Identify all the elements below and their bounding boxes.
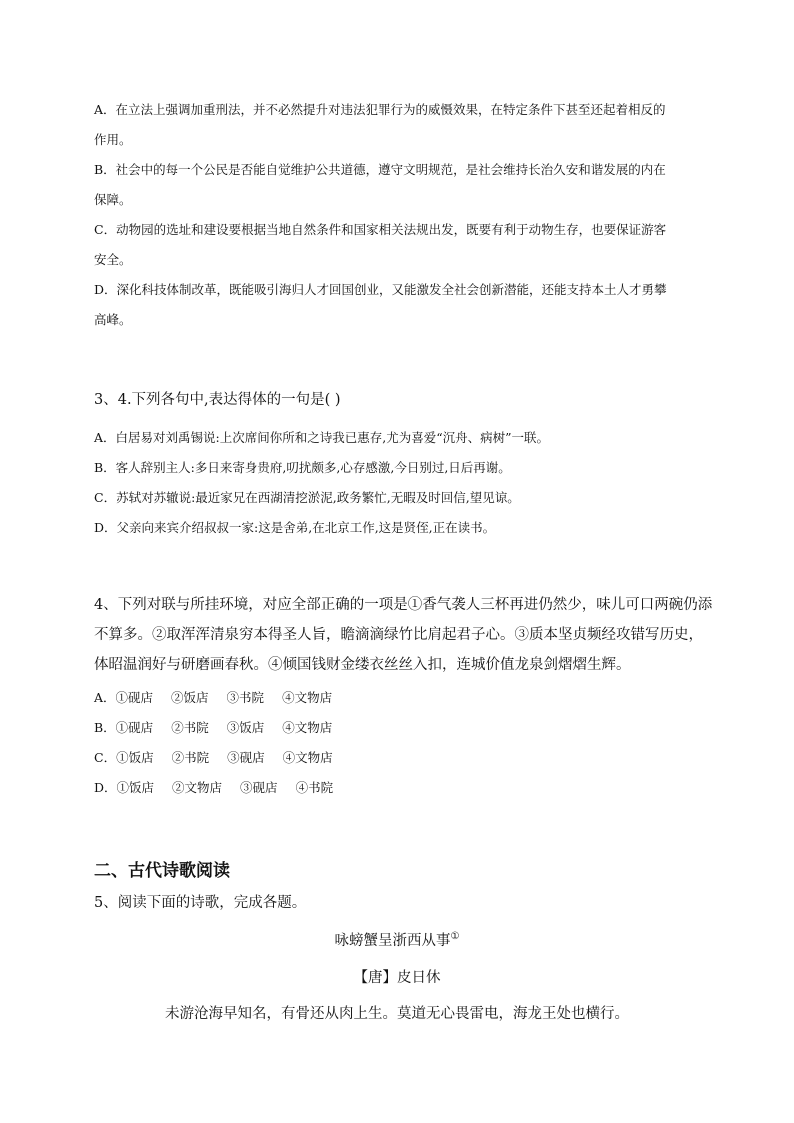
option-line: 作用。 <box>94 132 132 147</box>
option-part: ④文物店 <box>282 750 333 765</box>
option-line: 保障。 <box>94 192 132 207</box>
option-line: C．动物园的选址和建设要根据当地自然条件和国家相关法规出发，既要有利于动物生存，也要保证游客 <box>94 222 667 237</box>
option-part: ③饭店 <box>226 720 265 735</box>
option-line: A．在立法上强调加重刑法，并不必然提升对违法犯罪行为的威慑效果，在特定条件下甚至还起着相反的 <box>94 102 666 117</box>
option-a <box>94 683 704 713</box>
question-4-line: 体昭温润好与研磨画春秋。④倾国钱财金缕衣丝丝入扣，连城价值龙泉剑熠熠生辉。 <box>94 657 631 673</box>
option-part: ③书院 <box>226 690 265 705</box>
footnote-marker: ① <box>450 931 460 943</box>
poem-author: 【唐】皮日休 <box>353 970 441 986</box>
question-3-options <box>94 423 704 543</box>
poem-title-text: 咏螃蟹呈浙西从事 <box>334 933 451 949</box>
section-title: 二、古代诗歌阅读 <box>94 861 230 881</box>
prev-question-options <box>94 95 704 335</box>
option-part: ②书院 <box>171 720 209 735</box>
option-d <box>94 773 704 803</box>
section-2-header <box>94 856 704 881</box>
option-part: B．①砚店 <box>94 720 154 735</box>
option-line: D．深化科技体制改革，既能吸引海归人才回国创业，又能激发全社会创新潜能，还能支持本土人才勇攀 <box>94 282 667 297</box>
question-5 <box>94 891 704 912</box>
option-part: ④书院 <box>295 780 334 795</box>
option-line: 安全。 <box>94 252 132 267</box>
question-3-title: 3、4.下列各句中,表达得体的一句是( ) <box>94 392 341 408</box>
question-4-line: 4、下列对联与所挂环境，对应全部正确的一项是①香气袭人三杯再进仍然少，味儿可口两碗仍添 <box>94 597 713 613</box>
option-c: C．苏轼对苏辙说:最近家兄在西湖清挖淤泥,政务繁忙,无暇及时回信,望见谅。 <box>94 490 520 505</box>
option-line: 高峰。 <box>94 312 132 327</box>
option-part: ④文物店 <box>282 720 333 735</box>
poem-title <box>0 929 794 950</box>
option-part: ②饭店 <box>171 690 209 705</box>
option-part: C．①饭店 <box>94 750 154 765</box>
option-part: ④文物店 <box>282 690 333 705</box>
option-b <box>94 713 704 743</box>
option-part: ②书院 <box>171 750 210 765</box>
option-part: ②文物店 <box>172 780 223 795</box>
option-b: B．客人辞别主人:多日来寄身贵府,叨扰颇多,心存感激,今日别过,日后再谢。 <box>94 460 511 475</box>
poem-line: 未游沧海早知名，有骨还从肉上生。莫道无心畏雷电，海龙王处也横行。 <box>165 1006 629 1022</box>
question-4-options <box>94 683 704 803</box>
option-d: D．父亲向来宾介绍叔叔一家:这是舍弟,在北京工作,这是贤侄,正在读书。 <box>94 520 496 535</box>
option-part: ③砚店 <box>227 750 265 765</box>
option-a: A．白居易对刘禹锡说:上次席间你所和之诗我已惠存,尤为喜爱“沉舟、病树”一联。 <box>94 430 549 445</box>
question-3 <box>94 388 704 409</box>
question-4 <box>94 590 714 680</box>
question-5-title: 5、阅读下面的诗歌，完成各题。 <box>94 895 307 911</box>
option-c <box>94 743 704 773</box>
option-part: ③砚店 <box>240 780 278 795</box>
option-line: B．社会中的每一个公民是否能自觉维护公共道德，遵守文明规范，是社会维持长治久安和谐发展的内在 <box>94 162 666 177</box>
option-part: D．①饭店 <box>94 780 155 795</box>
question-4-line: 不算多。②取浑浑清泉穷本得圣人旨，瞻滴滴绿竹比肩起君子心。③质本坚贞频经攻错写历史， <box>94 627 703 643</box>
option-part: A．①砚店 <box>94 690 154 705</box>
